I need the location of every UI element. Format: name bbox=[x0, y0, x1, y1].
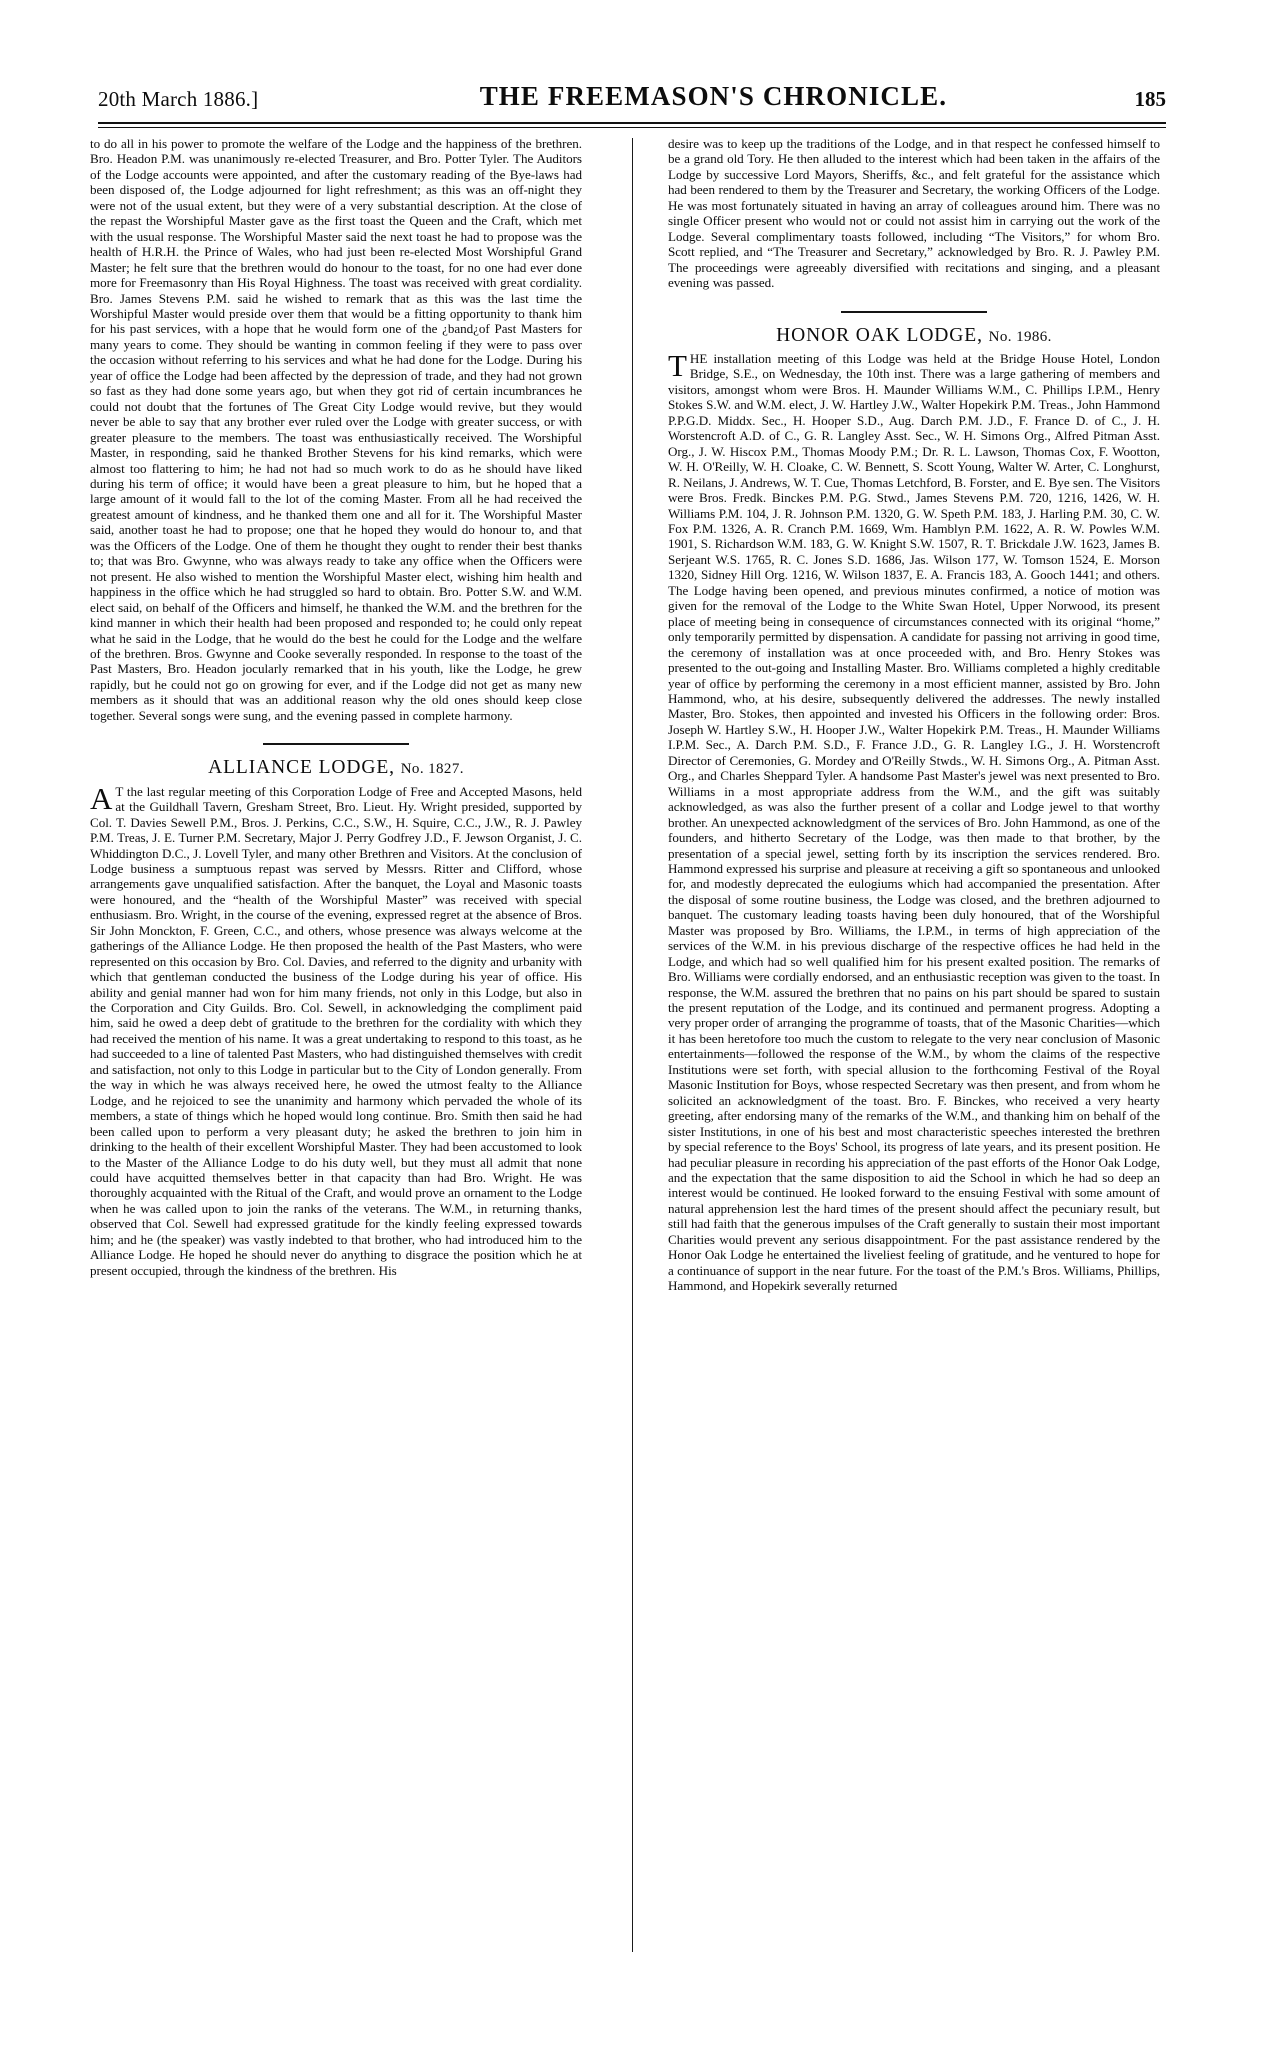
masthead-page-number: 185 bbox=[1134, 87, 1166, 111]
alliance-lodge-heading bbox=[90, 758, 582, 778]
honor-oak-lodge-heading bbox=[668, 326, 1160, 346]
section-divider-rule bbox=[90, 743, 582, 745]
left-column bbox=[90, 136, 596, 1966]
honor-oak-lodge-paragraph: THE installation meeting of this Lodge was held at the Bridge House Hotel, London Bridge, S.E., on Wednesday, the 10th inst. There was a large gathering of members and visitors, amongst whom were Bros. H. Maunder Williams W.M., C. Phillips I.P.M., Henry Stokes S.W. and W.M. elect, J. W. Hartley J.W., Walter Hopekirk P.M. Treas., John Hammond P.P.G.D. Middx. Sec., H. Hooper S.D., Aug. Darch P.M. J.D., F. France D. of C., J. H. Worstencroft A.D. of C., G. R. Langley Asst. Sec., W. H. Simons Org., Alfred Pitman Asst. Org., J. W. Hiscox P.M., Thomas Moody P.M.; Dr. R. L. Lawson, Thomas Cox, F. Wootton, W. H. O'Reilly, W. H. Cloake, C. W. Bennett, S. Scott Young, Walter W. Arter, C. Longhurst, R. Neilans, J. Andrews, W. T. Cue, Thomas Letchford, B. Forster, and E. Bye sen. The Visitors were Bros. Fredk. Binckes P.M. P.G. Stwd., James Stevens P.M. 720, 1216, 1426, W. H. Williams P.M. 104, J. R. Johnson P.M. 1320, G. W. Speth P.M. 183, J. Harling P.M. 30, C. W. Fox P.M. 1326, A. R. Cranch P.M. 1669, Wm. Hamblyn P.M. 1622, A. R. W. Powles W.M. 1901, S. Richardson W.M. 183, G. W. Knight S.W. 1507, R. T. Brickdale J.W. 1623, James B. Serjeant W.S. 1765, R. C. Jones S.D. 1686, Jas. Wilson 177, W. Tomson 1524, E. Morson 1320, Sidney Hill Org. 1216, W. Wilson 1837, E. A. Francis 183, A. Gooch 1441; and others. The Lodge having been opened, and previous minutes confirmed, a notice of motion was given for the removal of the Lodge to the White Swan Hotel, Upper Norwood, its present place of meeting being in consequence of circumstances connected with its original “home,” only temporarily permitted by dispensation. A candidate for passing not arriving in good time, the ceremony of installation was at once proceeded with, and Bro. Henry Stokes was presented to the out-going and Installing Master. Bro. Williams completed a highly creditable year of office by performing the ceremony in a most efficient manner, assisted by Bro. John Hammond, who, at his desire, subsequently delivered the addresses. The newly installed Master, Bro. Stokes, then appointed and invested his Officers in the following order: Bros. Joseph W. Hartley S.W., H. Hooper J.W., Walter Hopekirk P.M. Treas., H. Maunder Williams I.P.M. Sec., A. Darch P.M. S.D., F. France J.D., G. R. Langley I.G., J. H. Worstencroft Director of Ceremonies, G. Mordey and O'Reilly Stwds., W. H. Simons Org., A. Pitman Asst. Org., and Charles Sheppard Tyler. A handsome Past Master's jewel was next presented to Bro. Williams in a most appropriate address from the W.M., and the gift was suitably acknowledged, as was also the further present of a collar and Lodge jewel to that worthy brother. An unexpected acknowledgment of the services of Bro. John Hammond, as one of the founders, and hitherto Secretary of the Lodge, was then made to that brother, by the presentation of a special jewel, setting forth by its inscription the services rendered. Bro. Hammond expressed his surprise and pleasure at receiving a gift so spontaneous and unlooked for, and modestly deprecated the eulogiums which had accompanied the presentation. After the disposal of some routine business, the Lodge was closed, and the brethren adjourned to banquet. The customary leading toasts having been duly honoured, that of the Worshipful Master was proposed by Bro. Williams, the I.P.M., in terms of high appreciation of the services of the W.M. in his previous discharge of the respective offices he had held in the Lodge, and which had so well qualified him for his present exalted position. The remarks of Bro. Williams were cordially endorsed, and an enthusiastic reception was given to the toast. In response, the W.M. assured the brethren that no pains on his part should be spared to sustain the present reputation of the Lodge, and its continued and permanent progress. Adopting a very proper order of arranging the programme of toasts, that of the Masonic Charities—which it has been heretofore too much the custom to relegate to the very near conclusion of Masonic entertainments—followed the response of the W.M., by whom the claims of the respective Institutions were set forth, with special allusion to the forthcoming Festival of the Royal Masonic Institution for Boys, whose respected Secretary was then present, and from whom he solicited an acknowledgment of the toast. Bro. F. Binckes, who received a very hearty greeting, after endorsing many of the remarks of the W.M., and thanking him on behalf of the sister Institutions, in one of his best and most characteristic speeches interested the brethren by special reference to the Boys' School, its progress of late years, and its present position. He had peculiar pleasure in recording his appreciation of the past efforts of the Honor Oak Lodge, and the expectation that the same disposition to aid the School in which he had so deep an interest would be continued. He looked forward to the ensuing Festival with some amount of natural apprehension lest the hard times of the present should affect the pecuniary result, but still had faith that the generous impulses of the Craft generally to sustain their most important Charities would prevent any serious disappointment. For the past assistance rendered by the Honor Oak Lodge he entertained the liveliest feeling of gratitude, and he ventured to hope for a continuance of support in the near future. For the toast of the P.M.'s Bros. Williams, Phillips, Hammond, and Hopekirk severally returned bbox=[668, 348, 1160, 1294]
column-gutter bbox=[596, 136, 668, 1966]
two-column-body bbox=[90, 136, 1174, 1966]
section-divider-rule bbox=[668, 311, 1160, 313]
honor-oak-lodge-heading-main: HONOR OAK LODGE, bbox=[776, 324, 983, 346]
alliance-lodge-heading-number: No. 1827. bbox=[400, 761, 464, 778]
column-divider-rule bbox=[632, 138, 633, 1952]
masthead bbox=[98, 76, 1166, 110]
masthead-title: THE FREEMASON'S CHRONICLE. bbox=[479, 81, 948, 111]
masthead-rule-thin bbox=[98, 127, 1166, 128]
right-column bbox=[668, 136, 1160, 1966]
masthead-rule-thick bbox=[98, 122, 1166, 124]
honor-oak-lodge-heading-number: No. 1986. bbox=[988, 328, 1052, 345]
left-continued-article-paragraph: to do all in his power to promote the welfare of the Lodge and the happiness of the brethren. Bro. Headon P.M. was unanimously re-elected Treasurer, and Bro. Potter Tyler. The Auditors of the Lodge accounts were appointed, and after the customary reading of the Bye-laws had been disposed of, the Lodge adjourned for light refreshment; as this was an off-night they were not of the usual extent, but they were of a very substantial description. At the close of the repast the Worshipful Master gave as the first toast the Queen and the Craft, which met with the usual response. The Worshipful Master said the next toast he had to propose was the health of H.R.H. the Prince of Wales, who had just been re-elected Most Worshipful Grand Master; he felt sure that the brethren would do honour to the toast, for no one had ever done more for Freemasonry than His Royal Highness. The toast was received with great cordiality. Bro. James Stevens P.M. said he wished to remark that as this was the last time the Worshipful Master would preside over them that would be a fitting opportunity to thank him for his past services, with a hope that he would form one of the ¿band¿of Past Masters for many years to come. They should be wanting in common feeling if they were to pass over the occasion without referring to his services and what he had done for the Lodge. During his year of office the Lodge had been affected by the depression of trade, and they had not grown so fast as they had done some years ago, but when they got rid of certain incumbrances he could not doubt that the fortunes of The Great City Lodge would revive, but they would never be able to say that any brother ever ruled over the Lodge with greater success, or with greater pleasure to the members. The toast was enthusiastically received. The Worshipful Master, in responding, said he thanked Brother Stevens for his kind remarks, which were almost too flattering to him; he had not had so much work to do as he should have liked during his term of office; it would have been a great pleasure to him, but he hoped that a large amount of it would fall to the lot of the coming Master. From all he had received the greatest amount of kindness, and he thanked them one and all for it. The Worshipful Master said, another toast he had to propose; one that he hoped they would do honour to, and that was the Officers of the Lodge. One of them he thought they ought to render their best thanks to; that was Bro. Gwynne, who was always ready to take any office when the Officers were not present. He also wished to mention the Worshipful Master elect, wishing him health and happiness in the office which he had struggled so hard to obtain. Bro. Potter S.W. and W.M. elect said, on behalf of the Officers and himself, he thanked the W.M. and the brethren for the kind manner in which their health had been proposed and responded to; he could only repeat what he said in the Lodge, that he would do the best he could for the Lodge and the welfare of the brethren. Bros. Gwynne and Cooke severally responded. In response to the toast of the Past Masters, Bro. Headon jocularly remarked that in his youth, like the Lodge, he grew rapidly, but he could not go on growing for ever, and if the Lodge did not get as many new members as it should that was an additional reason why the old ones should keep close together. Several songs were sung, and the evening passed in complete harmony. bbox=[90, 136, 582, 723]
masthead-date: 20th March 1886.] bbox=[98, 87, 259, 111]
alliance-lodge-heading-main: ALLIANCE LODGE, bbox=[208, 757, 395, 779]
right-continued-article-paragraph: desire was to keep up the traditions of the Lodge, and in that respect he confessed himself to be a grand old Tory. He then alluded to the interest which had been taken in the affairs of the Lodge by successive Lord Mayors, Sheriffs, &c., and felt grateful for the assistance which had been rendered to them by the Treasurer and Secretary, the working Officers of the Lodge. He was most fortunately situated in having an array of colleagues around him. There was no single Officer present who would not or could not assist him in carrying out the work of the Lodge. Several complimentary toasts followed, including “The Visitors,” for whom Bro. Scott replied, and “The Treasurer and Secretary,” acknowledged by Bro. R. J. Pawley P.M. The proceedings were agreeably diversified with recitations and singing, and a pleasant evening was passed. bbox=[668, 136, 1160, 291]
alliance-lodge-paragraph: AT the last regular meeting of this Corporation Lodge of Free and Accepted Masons, held at the Guildhall Tavern, Gresham Street, Bro. Lieut. Hy. Wright presided, supported by Col. T. Davies Sewell P.M., Bros. J. Perkins, C.C., S.W., H. Squire, C.C., J.W., R. J. Pawley P.M. Treas, J. E. Turner P.M. Secretary, Major J. Perry Godfrey J.D., F. Jewson Organist, J. C. Whiddington D.C., J. Lovell Tyler, and many other Brethren and Visitors. At the conclusion of Lodge business a sumptuous repast was served by Messrs. Ritter and Clifford, whose arrangements gave unqualified satisfaction. After the banquet, the Loyal and Masonic toasts were honoured, and the “health of the Worshipful Master” was received with special enthusiasm. Bro. Wright, in the course of the evening, expressed regret at the absence of Bros. Sir John Monckton, F. Green, C.C., and others, whose presence was always welcome at the gatherings of the Alliance Lodge. He then proposed the health of the Past Masters, who were represented on this occasion by Bro. Col. Davies, and referred to the dignity and urbanity with which that gentleman conducted the business of the Lodge during his year of office. His ability and genial manner had won for him many friends, not only in this Lodge, but also in the Corporation and City Guilds. Bro. Col. Sewell, in acknowledging the compliment paid him, said he owed a deep debt of gratitude to the brethren for the cordiality with which they had received the mention of his name. It was a great undertaking to respond to this toast, as he had succeeded to a line of talented Past Masters, who had distinguished themselves with credit and satisfaction, not only to this Lodge in particular but to the City of London generally. From the way in which he was always received here, he owed the utmost fealty to the Alliance Lodge, and he rejoiced to see the unanimity and harmony which pervaded the whole of its members, a state of things which he hoped would long continue. Bro. Smith then said he had been called upon to perform a very pleasant duty; he asked the brethren to join him in drinking to the health of their excellent Worshipful Master. They had been accustomed to look to the Master of the Alliance Lodge to do his duty well, but they must all admit that none could have acquitted themselves better in that capacity than had Bro. Wright. He was thoroughly acquainted with the Ritual of the Craft, and would prove an ornament to the Lodge when he was called upon to join the ranks of the veterans. The W.M., in returning thanks, observed that Col. Sewell had expressed gratitude for the kindly feeling expressed towards him; and he (the speaker) was vastly indebted to that brother, who had introduced him to the Alliance Lodge. He hoped he should never do anything to disgrace the position which he at present occupied, through the kindness of the brethren. His bbox=[90, 780, 582, 1278]
